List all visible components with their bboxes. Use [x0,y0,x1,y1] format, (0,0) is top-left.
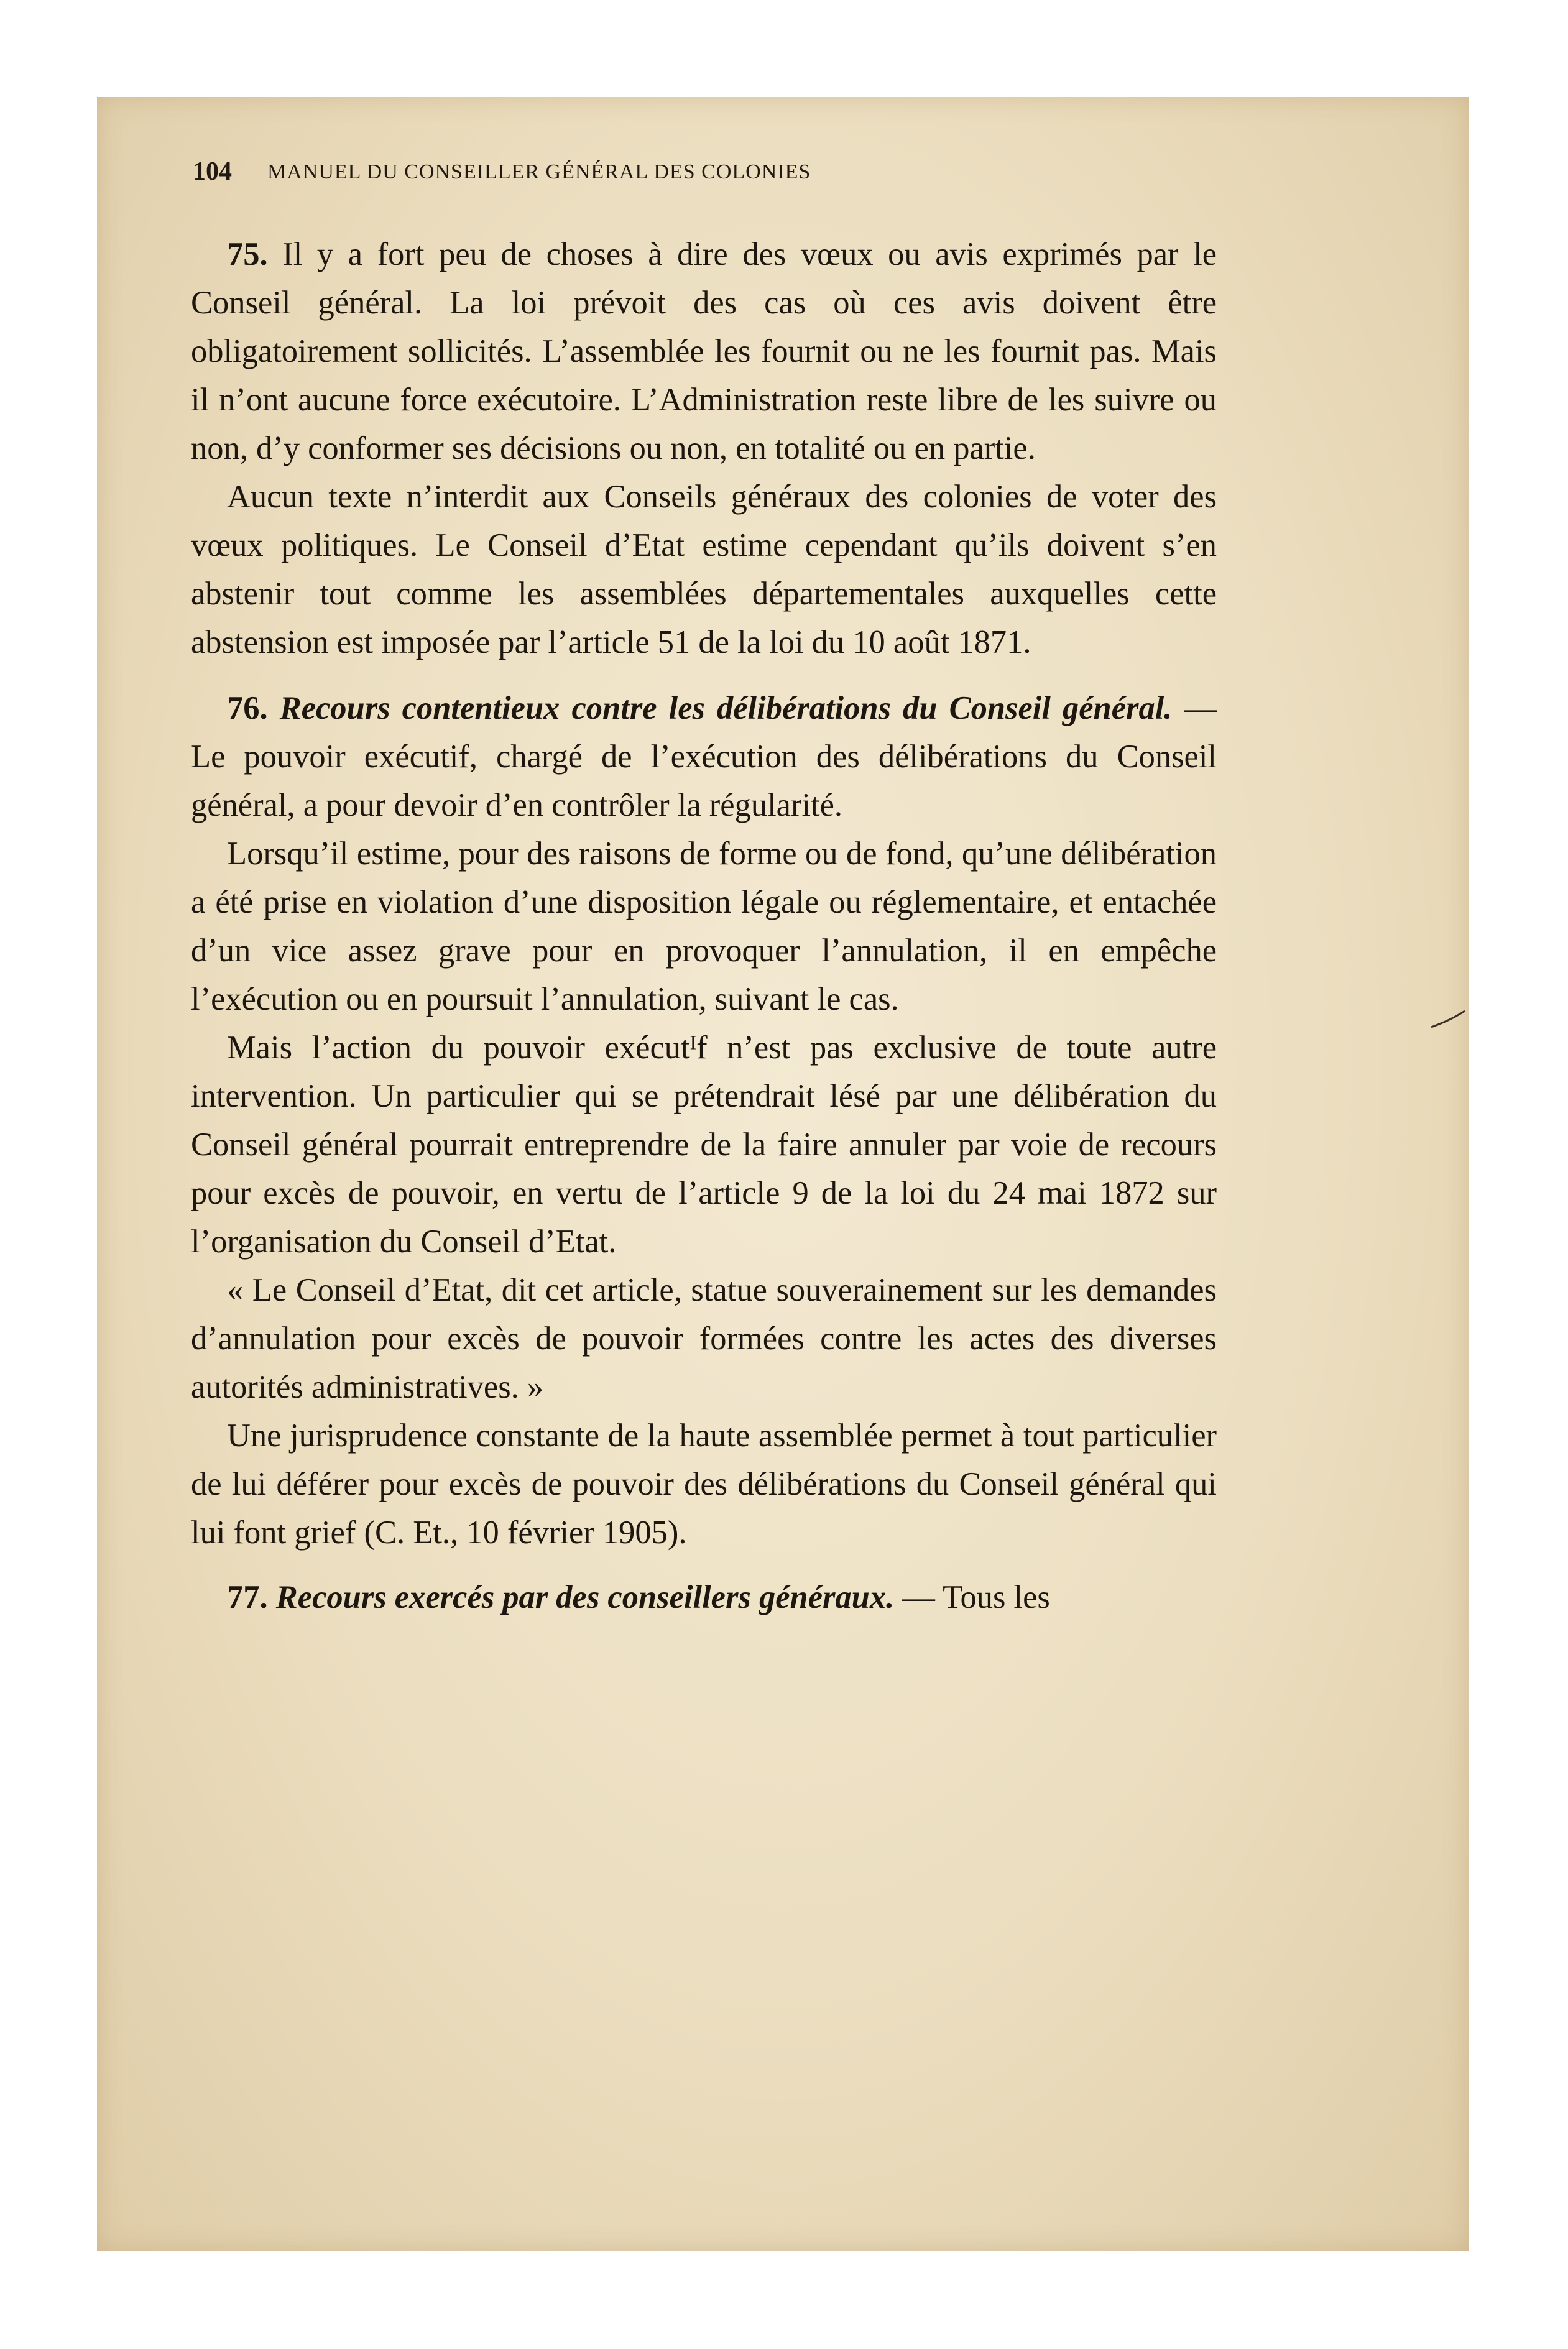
section-number: 75. [227,236,268,272]
page-number: 104 [193,157,232,186]
paragraph-text: — Tous les [902,1579,1050,1615]
paragraph-text: — Le pouvoir exécutif, chargé de l’exécution des délibérations du Conseil général, a pour devoir d’en contrôler la régularité. [191,690,1217,823]
paragraph-77 [191,1573,1217,1622]
running-title: MANUEL DU CONSEILLER GÉNÉRAL DES COLONIES [267,160,811,183]
paragraph-75 [191,230,1217,473]
page-body [191,230,1217,1622]
section-number: 76. [227,690,268,726]
paragraph-political-wishes: Aucun texte n’interdit aux Conseils généraux des colonies de voter des vœux politiques. Le Conseil d’Etat estime cependant qu’ils doivent s’en abstenir tout comme les assemblées départementales auxquelles cette abstension est imposée par l’article 51 de la loi du 10 août 1871. [191,479,1217,660]
paragraph-quotation: « Le Conseil d’Etat, dit cet article, statue souverainement sur les demandes d’annulation pour excès de pouvoir formées contre les actes des diverses autorités administratives. » [191,1272,1217,1405]
paragraph-76 [191,684,1217,829]
section-title: Recours exercés par des conseillers généraux. [275,1579,895,1615]
paragraph-private-appeal: Mais l’action du pouvoir exécutᴵf n’est pas exclusive de toute autre intervention. Un particulier qui se prétendrait lésé par une délibération du Conseil général pourrait entreprendre de la faire annuler par voie de recours pour excès de pouvoir, en vertu de l’article 9 de la loi du 24 mai 1872 sur l’organisation du Conseil d’Etat. [191,1030,1217,1260]
paragraph-text: Il y a fort peu de choses à dire des vœux ou avis exprimés par le Conseil général. La loi prévoit des cas où ces avis doivent être obligatoirement sollicités. L’assemblée les fournit ou ne les fournit pas. Mais il n’ont aucune force exécutoire. L’Administration reste libre de les suivre ou non, d’y conformer ses décisions ou non, en totalité ou en partie. [191,236,1217,466]
section-number: 77. [227,1579,268,1615]
margin-pencil-mark [1430,1008,1467,1033]
section-title: Recours contentieux contre les délibérations du Conseil général. [279,690,1173,726]
page-header [193,157,1206,192]
paragraph-jurisprudence: Une jurisprudence constante de la haute assemblée permet à tout particulier de lui déférer pour excès de pouvoir des délibérations du Conseil général qui lui font grief (C. Et., 10 février 1905). [191,1418,1217,1551]
paragraph-annulment: Lorsqu’il estime, pour des raisons de forme ou de fond, qu’une délibération a été prise en violation d’une disposition légale ou réglementaire, et entachée d’un vice assez grave pour en provoquer l’annulation, il en empêche l’exécution ou en poursuit l’annulation, suivant le cas. [191,836,1217,1017]
